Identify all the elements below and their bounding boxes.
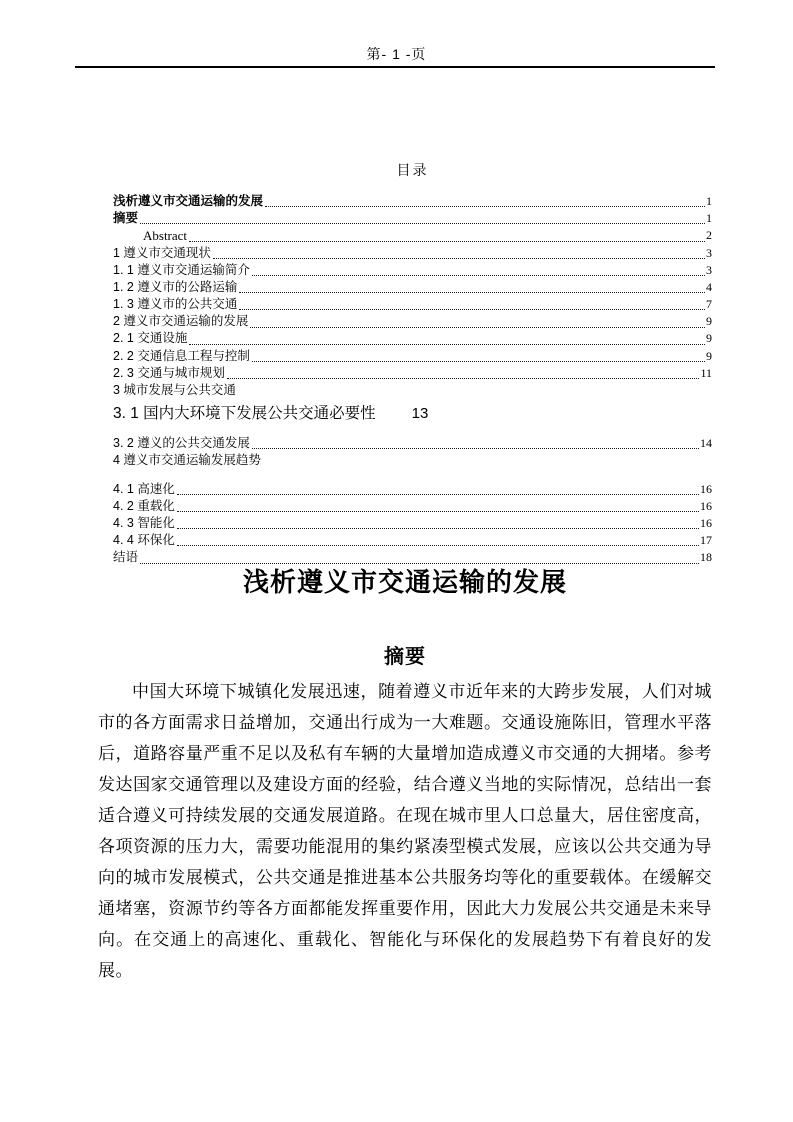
leader-dots: [265, 206, 705, 207]
toc-entry[interactable]: [113, 210, 712, 227]
toc-entry-label: 1. 2 遵义市的公路运输: [113, 279, 238, 294]
toc-entry-label: 结语: [113, 550, 139, 565]
leader-dots: [189, 344, 705, 345]
toc-page-number: 2: [706, 228, 712, 243]
toc-page-number: 16: [700, 498, 712, 513]
toc-page-number: 3: [706, 245, 712, 260]
leader-dots: [227, 378, 700, 379]
toc-entry-label: 4. 3 智能化: [113, 515, 175, 530]
toc-page-number: 16: [700, 481, 712, 496]
toc-entry[interactable]: [113, 365, 712, 382]
toc-entry-label: 1. 1 遵义市交通运输简介: [113, 262, 250, 277]
table-of-contents: [113, 160, 712, 567]
toc-page-number: 9: [706, 331, 712, 346]
toc-page-number: 16: [700, 515, 712, 530]
leader-dots: [239, 292, 705, 293]
toc-entry[interactable]: [113, 313, 712, 330]
leader-dots: [177, 545, 699, 546]
leader-dots: [189, 241, 705, 242]
toc-entry-label: 1 遵义市交通现状: [113, 245, 211, 260]
leader-dots: [177, 494, 699, 495]
toc-page-number: 9: [706, 314, 712, 329]
toc-entry-label: 1. 3 遵义市的公共交通: [113, 297, 238, 312]
leader-dots: [252, 361, 705, 362]
toc-entry[interactable]: [113, 331, 712, 348]
toc-entry[interactable]: [113, 227, 712, 244]
toc-page-number: 18: [700, 550, 712, 565]
toc-entry[interactable]: [113, 262, 712, 279]
toc-page-number: 9: [706, 348, 712, 363]
toc-entry[interactable]: [113, 279, 712, 296]
toc-entry[interactable]: [113, 532, 712, 549]
header-divider: [75, 66, 715, 68]
toc-entry[interactable]: [113, 515, 712, 532]
toc-entry-label: 4 遵义市交通运输发展趋势: [113, 453, 261, 468]
toc-entry-label: 4. 1 高速化: [113, 481, 175, 496]
toc-page-number: 11: [700, 365, 712, 380]
toc-entry[interactable]: [113, 193, 712, 210]
toc-entry[interactable]: [113, 245, 712, 262]
toc-entry-label: 2 遵义市交通运输的发展: [113, 314, 249, 329]
leader-dots: [252, 275, 705, 276]
toc-entry[interactable]: [113, 403, 712, 425]
toc-entry-label: 2. 3 交通与城市规划: [113, 365, 225, 380]
toc-entry[interactable]: [113, 498, 712, 515]
toc-entry[interactable]: [113, 382, 712, 399]
abstract-paragraph: 中国大环境下城镇化发展迅速，随着遵义市近年来的大跨步发展，人们对城市的各方面需求日益增加，交通出行成为一大难题。交通设施陈旧，管理水平落后，道路容量严重不足以及私有车辆的大量增加造成遵义市交通的大拥堵。参考发达国家交通管理以及建设方面的经验，结合遵义当地的实际情况，总结出一套适合遵义可持续发展的交通发展道路。在现在城市里人口总量大，居住密度高，各项资源的压力大，需要功能混用的集约紧凑型模式发展，应该以公共交通为导向的城市发展模式，公共交通是推进基本公共服务均等化的重要载体。在缓解交通堵塞，资源节约等各方面都能发挥重要作用，因此大力发展公共交通是未来导向。在交通上的高速化、重载化、智能化与环保化的发展趋势下有着良好的发展。: [98, 682, 712, 980]
toc-entry-label: 4. 2 重载化: [113, 498, 175, 513]
toc-page-number: 7: [706, 297, 712, 312]
toc-entry[interactable]: [113, 481, 712, 498]
toc-page-number: 13: [411, 405, 429, 423]
abstract-heading: 摘要: [384, 646, 426, 668]
toc-page-number: 1: [706, 211, 712, 226]
document-title: 浅析遵义市交通运输的发展: [242, 567, 567, 597]
leader-dots: [250, 327, 705, 328]
toc-entry-label: Abstract: [143, 228, 188, 244]
toc-page-number: 1: [706, 193, 712, 208]
toc-entry-label: 3. 2 遵义的公共交通发展: [113, 436, 250, 451]
toc-entry[interactable]: [113, 435, 712, 452]
toc-entry-label: 摘要: [113, 211, 139, 226]
page-header-label: 第- 1 -页: [366, 46, 427, 62]
leader-dots: [140, 223, 705, 224]
leader-dots: [252, 448, 699, 449]
leader-dots: [177, 511, 699, 512]
toc-page-number: 17: [700, 533, 712, 548]
toc-entry[interactable]: [113, 348, 712, 365]
toc-entry-label: 2. 2 交通信息工程与控制: [113, 348, 250, 363]
leader-dots: [213, 258, 705, 259]
toc-entry[interactable]: [113, 296, 712, 313]
toc-page-number: 3: [706, 262, 712, 277]
toc-entry-label: 浅析遵义市交通运输的发展: [113, 193, 264, 208]
toc-entry-label: 4. 4 环保化: [113, 533, 175, 548]
toc-title: 目录: [396, 162, 429, 178]
toc-entry-label: 3 城市发展与公共交通: [113, 383, 236, 398]
leader-dots: [177, 528, 699, 529]
leader-dots: [239, 309, 705, 310]
toc-entry-label: 3. 1 国内大环境下发展公共交通必要性: [113, 405, 376, 423]
toc-page-number: 4: [706, 279, 712, 294]
toc-entry[interactable]: [113, 452, 712, 469]
toc-entry-label: 2. 1 交通设施: [113, 331, 188, 346]
toc-page-number: 14: [700, 436, 712, 451]
